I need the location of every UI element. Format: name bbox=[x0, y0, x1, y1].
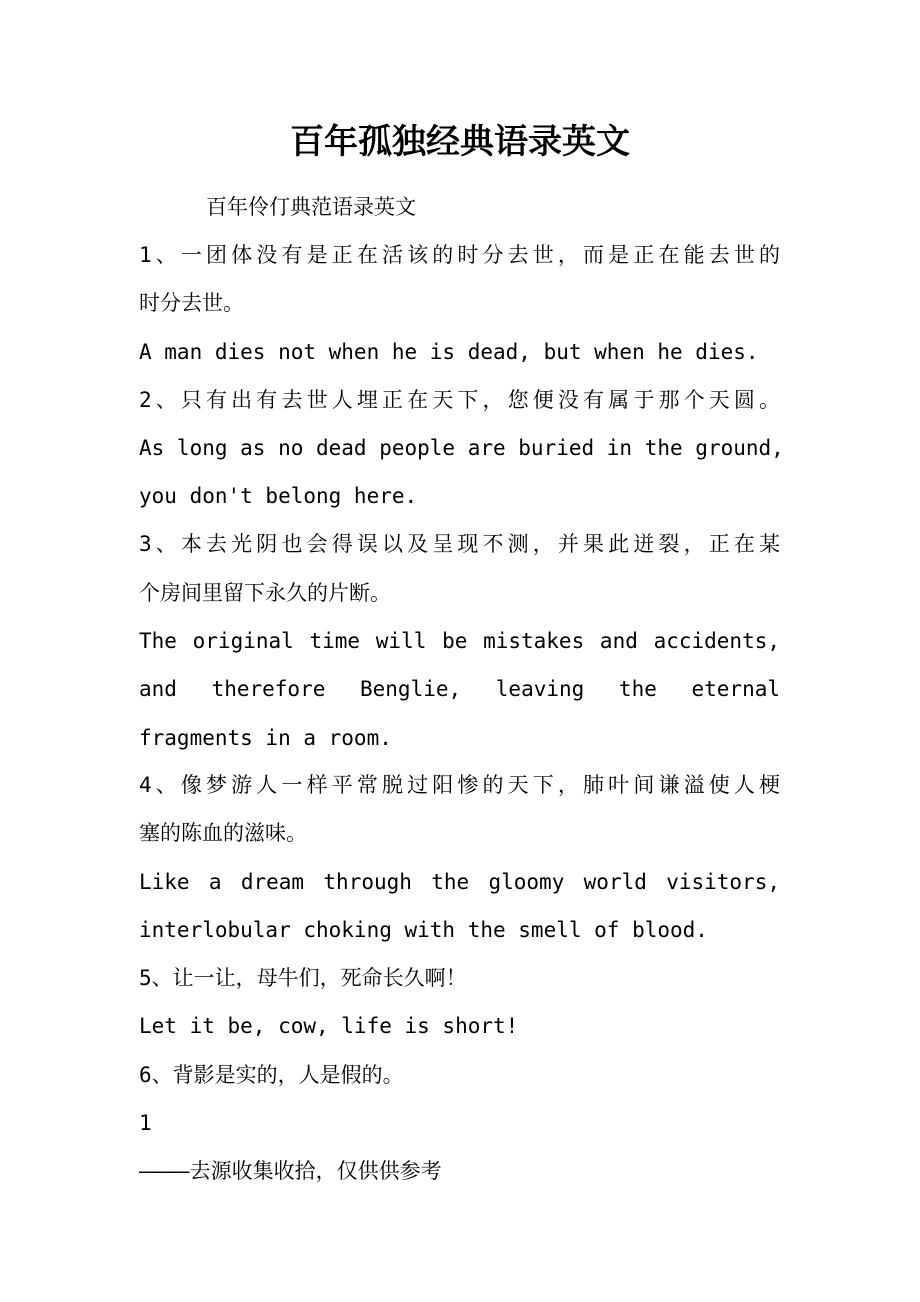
quote-4-chinese-line-1: 4、像梦游人一样平常脱过阳惨的天下，肺叶间谦溢使人梗 bbox=[139, 773, 780, 797]
quote-5-english: Let it be, cow, life is short! bbox=[139, 1014, 519, 1038]
document-title: 百年孤独经典语录英文 bbox=[290, 122, 630, 162]
quote-3-chinese-line-1: 3、本去光阴也会得误以及呈现不测，并果此迸裂，正在某 bbox=[139, 532, 780, 556]
quote-5-chinese: 5、让一让，母牛们，死命长久啊！ bbox=[139, 966, 467, 990]
document-subtitle: 百年伶仃典范语录英文 bbox=[206, 195, 416, 219]
quote-3-english-line-3: fragments in a room. bbox=[139, 726, 392, 750]
quote-1-chinese-line-2: 时分去世。 bbox=[139, 291, 244, 315]
quote-1-english: A man dies not when he is dead, but when he dies. bbox=[139, 340, 759, 364]
quote-2-chinese: 2、只有出有去世人埋正在天下，您便没有属于那个天圆。 bbox=[139, 388, 780, 412]
quote-4-english-line-2: interlobular choking with the smell of blood. bbox=[139, 918, 708, 942]
quote-2-english-line-2: you don't belong here. bbox=[139, 484, 418, 508]
footer-note: ————去源收集收拾，仅供供参考 bbox=[139, 1159, 442, 1183]
page-number: 1 bbox=[139, 1111, 152, 1135]
quote-2-english-line-1: As long as no dead people are buried in the ground, bbox=[139, 436, 784, 460]
quote-6-chinese: 6、背影是实的，人是假的。 bbox=[139, 1063, 404, 1087]
quote-3-english-line-2: and therefore Benglie, leaving the eternal bbox=[139, 677, 780, 701]
quote-4-english-line-1: Like a dream through the gloomy world visitors, bbox=[139, 870, 780, 894]
quote-1-chinese-line-1: 1、一团体没有是正在活该的时分去世，而是正在能去世的 bbox=[139, 243, 780, 267]
quote-3-chinese-line-2: 个房间里留下永久的片断。 bbox=[139, 581, 391, 605]
quote-3-english-line-1: The original time will be mistakes and accidents, bbox=[139, 629, 780, 653]
quote-4-chinese-line-2: 塞的陈血的滋味。 bbox=[139, 821, 307, 845]
